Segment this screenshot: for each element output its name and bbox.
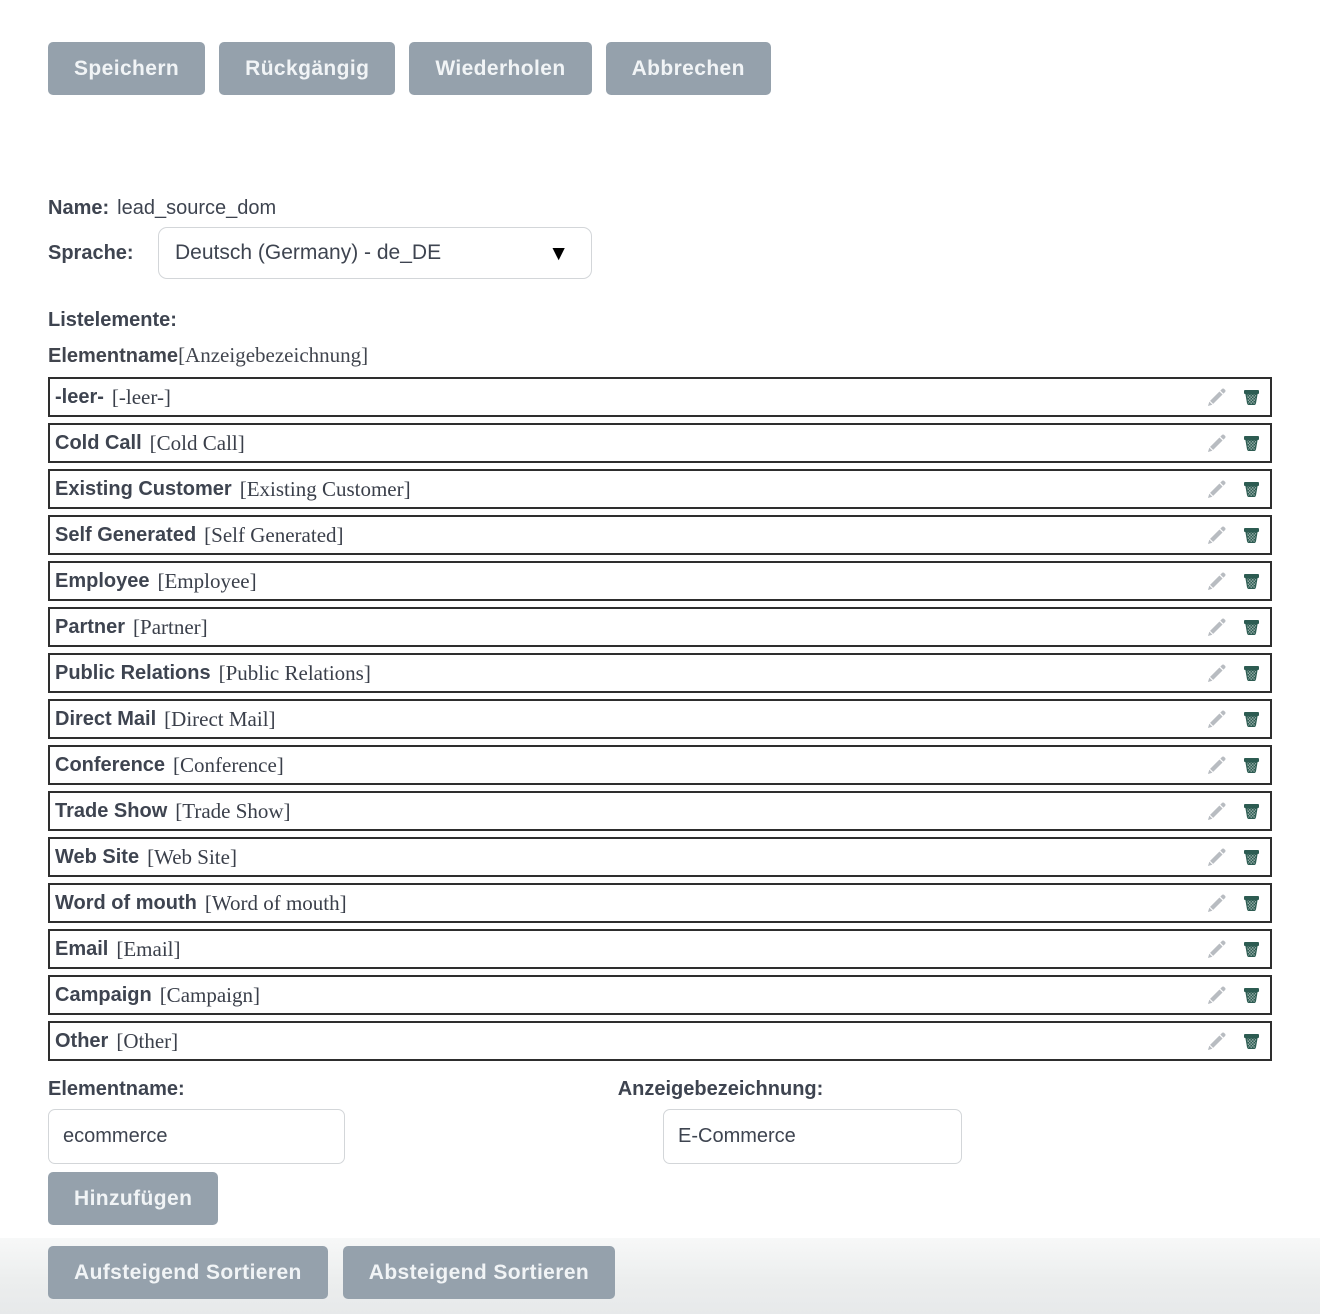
list-title: Listelemente: xyxy=(48,309,177,331)
item-display: [Email] xyxy=(116,936,181,961)
chevron-down-icon: ▼ xyxy=(548,241,569,265)
add-form-inputs xyxy=(48,1109,1320,1164)
item-display: [Web Site] xyxy=(147,844,237,869)
sort-buttons xyxy=(0,1246,615,1299)
delete-trash-icon[interactable] xyxy=(1243,803,1260,819)
item-name: -leer- xyxy=(55,385,104,408)
list-item[interactable] xyxy=(48,423,1272,463)
name-value: lead_source_dom xyxy=(117,197,277,219)
item-actions xyxy=(1205,846,1260,869)
language-selected-value: Deutsch (Germany) - de_DE xyxy=(175,241,442,264)
list-header-name: Elementname xyxy=(48,345,179,367)
item-display: [Cold Call] xyxy=(149,430,245,455)
list-item[interactable] xyxy=(48,653,1272,693)
item-actions xyxy=(1205,386,1260,409)
edit-pencil-icon[interactable] xyxy=(1205,432,1228,455)
sort-ascending-button[interactable]: Aufsteigend Sortieren xyxy=(48,1246,328,1299)
delete-trash-icon[interactable] xyxy=(1243,665,1260,681)
sort-descending-button[interactable]: Absteigend Sortieren xyxy=(343,1246,615,1299)
item-name: Employee xyxy=(55,569,150,592)
edit-pencil-icon[interactable] xyxy=(1205,616,1228,639)
list-item[interactable] xyxy=(48,1021,1272,1061)
item-display: [Conference] xyxy=(173,752,284,777)
delete-trash-icon[interactable] xyxy=(1243,941,1260,957)
item-actions xyxy=(1205,984,1260,1007)
edit-pencil-icon[interactable] xyxy=(1205,984,1228,1007)
save-button[interactable]: Speichern xyxy=(48,42,205,95)
item-actions xyxy=(1205,754,1260,777)
delete-trash-icon[interactable] xyxy=(1243,619,1260,635)
item-actions xyxy=(1205,800,1260,823)
language-label: Sprache: xyxy=(48,241,134,264)
item-display: [Other] xyxy=(116,1028,179,1053)
list-item[interactable] xyxy=(48,883,1272,923)
list-item[interactable] xyxy=(48,515,1272,555)
add-name-label: Elementname: xyxy=(48,1078,185,1100)
name-label: Name: xyxy=(48,197,110,219)
cancel-button[interactable]: Abbrechen xyxy=(606,42,771,95)
item-name: Existing Customer xyxy=(55,477,232,500)
item-actions xyxy=(1205,524,1260,547)
item-display: [Public Relations] xyxy=(218,660,371,685)
delete-trash-icon[interactable] xyxy=(1243,1033,1260,1049)
add-button[interactable]: Hinzufügen xyxy=(48,1172,218,1225)
item-display: [Existing Customer] xyxy=(239,476,411,501)
item-name: Self Generated xyxy=(55,523,197,546)
list-item[interactable] xyxy=(48,975,1272,1015)
item-name: Web Site xyxy=(55,845,140,868)
edit-pencil-icon[interactable] xyxy=(1205,892,1228,915)
delete-trash-icon[interactable] xyxy=(1243,527,1260,543)
language-row xyxy=(48,227,1320,279)
list-item[interactable] xyxy=(48,791,1272,831)
list-item[interactable] xyxy=(48,929,1272,969)
edit-pencil-icon[interactable] xyxy=(1205,800,1228,823)
item-display: [-leer-] xyxy=(111,384,171,409)
item-name: Campaign xyxy=(55,983,152,1006)
item-name: Conference xyxy=(55,753,166,776)
list-item[interactable] xyxy=(48,607,1272,647)
item-actions xyxy=(1205,478,1260,501)
edit-pencil-icon[interactable] xyxy=(1205,1030,1228,1053)
delete-trash-icon[interactable] xyxy=(1243,573,1260,589)
list-item[interactable] xyxy=(48,837,1272,877)
item-name: Other xyxy=(55,1029,109,1052)
edit-pencil-icon[interactable] xyxy=(1205,570,1228,593)
item-name: Trade Show xyxy=(55,799,168,822)
item-display: [Self Generated] xyxy=(204,522,344,547)
edit-pencil-icon[interactable] xyxy=(1205,846,1228,869)
edit-pencil-icon[interactable] xyxy=(1205,478,1228,501)
name-row xyxy=(48,197,1320,220)
display-label-input[interactable] xyxy=(663,1109,962,1164)
item-actions xyxy=(1205,708,1260,731)
delete-trash-icon[interactable] xyxy=(1243,481,1260,497)
item-display: [Direct Mail] xyxy=(164,706,276,731)
edit-pencil-icon[interactable] xyxy=(1205,662,1228,685)
delete-trash-icon[interactable] xyxy=(1243,711,1260,727)
list-item[interactable] xyxy=(48,377,1272,417)
list-items xyxy=(48,377,1272,1061)
item-name: Partner xyxy=(55,615,126,638)
item-actions xyxy=(1205,892,1260,915)
undo-button[interactable]: Rückgängig xyxy=(219,42,395,95)
list-item[interactable] xyxy=(48,699,1272,739)
add-button-row xyxy=(48,1172,1320,1225)
delete-trash-icon[interactable] xyxy=(1243,987,1260,1003)
add-display-label: Anzeigebezeichnung: xyxy=(617,1078,824,1100)
list-item[interactable] xyxy=(48,469,1272,509)
list-item[interactable] xyxy=(48,745,1272,785)
delete-trash-icon[interactable] xyxy=(1243,895,1260,911)
item-display: [Campaign] xyxy=(159,982,260,1007)
edit-pencil-icon[interactable] xyxy=(1205,754,1228,777)
edit-pencil-icon[interactable] xyxy=(1205,386,1228,409)
list-item[interactable] xyxy=(48,561,1272,601)
delete-trash-icon[interactable] xyxy=(1243,849,1260,865)
redo-button[interactable]: Wiederholen xyxy=(409,42,591,95)
item-actions xyxy=(1205,662,1260,685)
add-form-labels xyxy=(48,1078,1320,1101)
item-display: [Employee] xyxy=(157,568,257,593)
item-name: Word of mouth xyxy=(55,891,197,914)
delete-trash-icon[interactable] xyxy=(1243,757,1260,773)
item-name: Email xyxy=(55,937,109,960)
item-actions xyxy=(1205,1030,1260,1053)
item-name: Cold Call xyxy=(55,431,142,454)
element-name-input[interactable] xyxy=(48,1109,345,1164)
list-header-display: [Anzeigebezeichnung] xyxy=(178,343,369,367)
item-name: Direct Mail xyxy=(55,707,157,730)
delete-trash-icon[interactable] xyxy=(1243,435,1260,451)
edit-pencil-icon[interactable] xyxy=(1205,524,1228,547)
item-display: [Partner] xyxy=(133,614,208,639)
item-actions xyxy=(1205,938,1260,961)
item-actions xyxy=(1205,570,1260,593)
edit-pencil-icon[interactable] xyxy=(1205,938,1228,961)
item-display: [Word of mouth] xyxy=(204,890,347,915)
list-header xyxy=(48,343,1320,368)
item-display: [Trade Show] xyxy=(175,798,291,823)
item-name: Public Relations xyxy=(55,661,211,684)
language-select[interactable] xyxy=(158,227,592,279)
edit-pencil-icon[interactable] xyxy=(1205,708,1228,731)
item-actions xyxy=(1205,616,1260,639)
item-actions xyxy=(1205,432,1260,455)
delete-trash-icon[interactable] xyxy=(1243,389,1260,405)
toolbar xyxy=(48,42,1320,95)
